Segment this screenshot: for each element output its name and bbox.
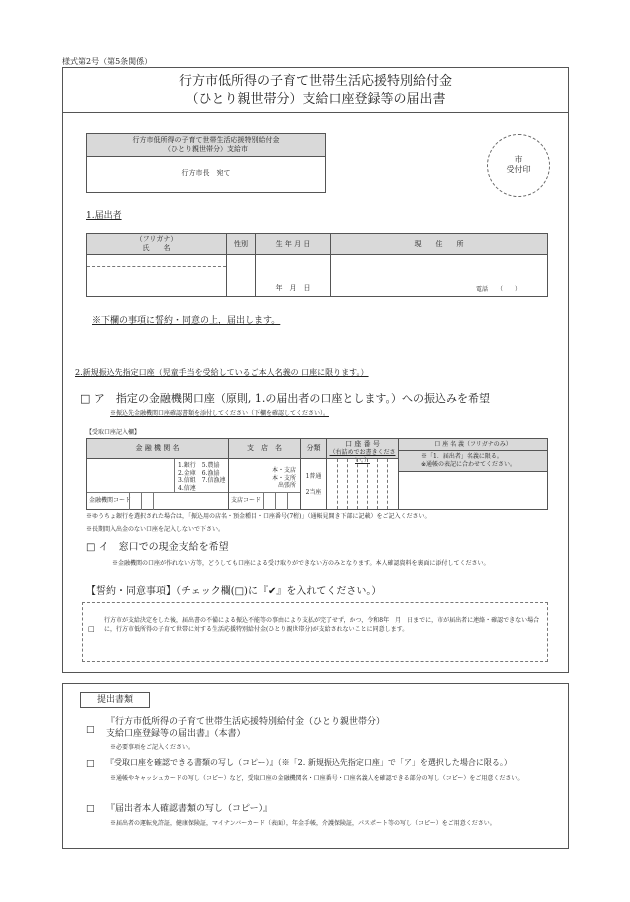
account-type-2: 2当座 [305,488,322,496]
document-checkbox-3[interactable]: □ [86,804,95,814]
bank-name-header [86,438,229,459]
bank-code-box-1[interactable] [129,492,130,510]
pledge-checkbox[interactable]: □ [88,625,95,633]
option-i-note: ※金融機関の口座が作れない方等，どうしても口座による受け取りができない方のみとなります。本人確認資料を裏面に添付してください。 [112,560,490,567]
bank-type-divider [174,459,175,492]
birthdate-input-cell[interactable] [255,254,331,297]
bank-type-list [178,462,225,492]
bank-type-1: 1.銀行 5.農協 [178,462,220,469]
account-no-label: 口 座 番 号 [345,440,380,448]
form-number: 様式第2号（第5条関係） [62,57,153,66]
option-i-row[interactable] [86,541,229,555]
sex-input-cell[interactable] [226,254,256,297]
branch-type-list [272,467,296,490]
bank-code-divider [87,492,228,493]
long-term-note: ※長期間入出金のない口座を記入しないで下さい。 [86,526,225,533]
address-label: 現 住 所 [414,240,464,248]
section2-heading: 2.新規振込先指定口座（児童手当を受給しているご本人名義の 口座に限ります。） [75,368,369,377]
option-i-checkbox[interactable]: □ [86,542,96,553]
branch-code-label: 支店コード [231,497,262,504]
holder-input[interactable] [398,471,548,510]
form-title-line2: （ひとり親世帯分）支給口座登録等の届出書 [185,92,446,107]
name-input-cell[interactable] [86,254,227,297]
documents-list [82,716,552,843]
section1-heading: 1.届出者 [86,211,122,221]
pledge-heading: 【誓約・同意事項】（チェック欄(□)に『✔』を入れてください。） [86,586,382,597]
account-type-1: 1普通 [305,473,322,480]
bank-code-label: 金融機関コード [89,497,132,504]
stamp-line2: 受付印 [506,165,531,175]
branch-code-divider [229,492,300,493]
furigana-divider [87,266,226,267]
name-label: 氏 名 [142,244,171,253]
account-no-header [326,438,399,464]
holder-note: ※「1．届出者」名義に限る。 ※通帳の表記に合わせてください。 [421,453,517,468]
branch-type-3: 出張所 [277,482,296,489]
digit-divider-3 [357,459,358,509]
option-a-row[interactable] [80,391,490,406]
bank-type-4: 4.信連 [178,484,196,492]
digit-divider-5 [377,459,378,509]
branch-code-box-2[interactable] [275,492,276,510]
reception-stamp [487,134,550,197]
document-note-2: ※通帳やキャッシュカードの写し（コピー）など，受取口座の金融機関名・口座番号・口座名義人を確認できる部分の写し（コピー）をご用意ください。 [110,775,524,782]
option-a-label: ア 指定の金融機関口座（原則, 1.の届出者の口座とします。）への振込みを希望 [93,392,491,405]
birthdate-header [255,233,331,255]
type-header [300,438,327,459]
document-title-2: 『受取口座を確認できる書類の写し（コピー）』（※「2. 新規振込先指定口座」で「ア」を選択した場合に限る。） [106,758,512,767]
bank-name-label: 金 融 機 関 名 [135,444,180,452]
sex-header [226,233,256,255]
yucho-note: ※ゆうちょ銀行を選択された場合は，「振込用の店名・預金種目・口座番号(7桁)」（通帳見開き下部に記載）をご記入ください。 [86,513,431,520]
title-divider [62,112,569,113]
stamp-line1: 市 [514,155,523,164]
date-units: 年 月 日 [275,283,311,292]
branch-type-2: 本・支所 [271,474,296,482]
form-title-line1: 行方市低所得の子育て世帯生活応援特別給付金 [178,74,452,89]
documents-heading: 提出書類 [80,692,150,708]
account-type-cell[interactable] [300,458,327,510]
account-table-caption: 【受取口座記入欄】 [86,429,141,436]
digit-divider-1 [337,459,338,509]
branch-header [228,438,301,459]
sex-label: 性別 [234,240,248,248]
document-note-1: ※必要事項をご記入ください。 [110,744,195,751]
account-no-sublabel: （右詰めでお書きください。） [329,449,396,464]
option-a-checkbox[interactable]: □ [80,392,91,405]
type-label: 分類 [306,444,321,452]
document-item [82,803,552,843]
pledge-text: 行方市が支給決定をした後，届出書の不備による振込不能等の事由により支払が完了せず，かつ，令和8年 月 日までに，市が届出者に連絡・確認できない場合に，行方市低所得の子育て世帯に対する生活応援特別給付金(ひとり親世帯分)が支給されないことに同意します。 [104,617,540,633]
addressee-header-line1: 行方市低所得の子育て世帯生活応援特別給付金 [132,136,280,144]
digit-divider-2 [347,459,348,509]
bank-code-box-2[interactable] [141,492,142,510]
document-checkbox-1[interactable]: □ [86,725,95,735]
pledge-note: ※下欄の事項に誓約・同意の上，届出します。 [92,316,281,326]
holder-note-cell [398,450,548,472]
bank-code-box-3[interactable] [153,492,154,510]
name-header [86,233,227,255]
addressee-header-line2: （ひとり親世帯分）支給市 [164,145,248,154]
address-input-cell[interactable] [330,254,548,297]
digit-divider-6 [387,459,388,509]
digit-divider-4 [367,459,368,509]
branch-label: 支 店 名 [247,444,282,452]
holder-label: 口 座 名 義（フリガナのみ） [434,441,512,448]
address-header [330,233,548,255]
option-i-label: イ 窓口での現金支給を希望 [98,542,229,553]
document-note-3: ※届出者の運転免許証，健康保険証，マイナンバーカード（表面），年金手帳，介護保険証，パスポート等の写し（コピー）をご用意ください。 [110,820,496,827]
option-a-note: ※振込先金融機関口座確認書類を添付してください（下欄を確認してください）。 [110,410,330,417]
document-title-1: 『行方市低所得の子育て世帯生活応援特別給付金（ひとり親世帯分） 支給口座登録等の届出書』（本書） [106,717,386,740]
addressee-body [86,156,326,193]
bank-type-3: 3.信組 7.信漁連 [178,477,226,484]
document-item [82,758,552,801]
account-number-cell[interactable] [326,458,399,510]
addressee-text: 行方市長 宛て [181,169,231,177]
bank-name-input[interactable] [86,458,229,510]
addressee-header [86,133,326,157]
document-title-3: 『届出者本人確認書類の写し（コピー）』 [106,804,273,814]
branch-type-1: 本・支店 [271,467,296,474]
document-checkbox-2[interactable]: □ [86,759,95,769]
branch-code-box-1[interactable] [263,492,264,510]
document-item [82,716,552,756]
branch-input[interactable] [228,458,301,510]
branch-code-box-3[interactable] [287,492,288,510]
bank-type-2: 2.金庫 6.漁協 [178,469,220,477]
phone-label: 電話 （ ） [475,285,521,293]
birthdate-label: 生 年 月 日 [275,240,311,248]
furigana-label: （フリガナ） [135,235,178,243]
